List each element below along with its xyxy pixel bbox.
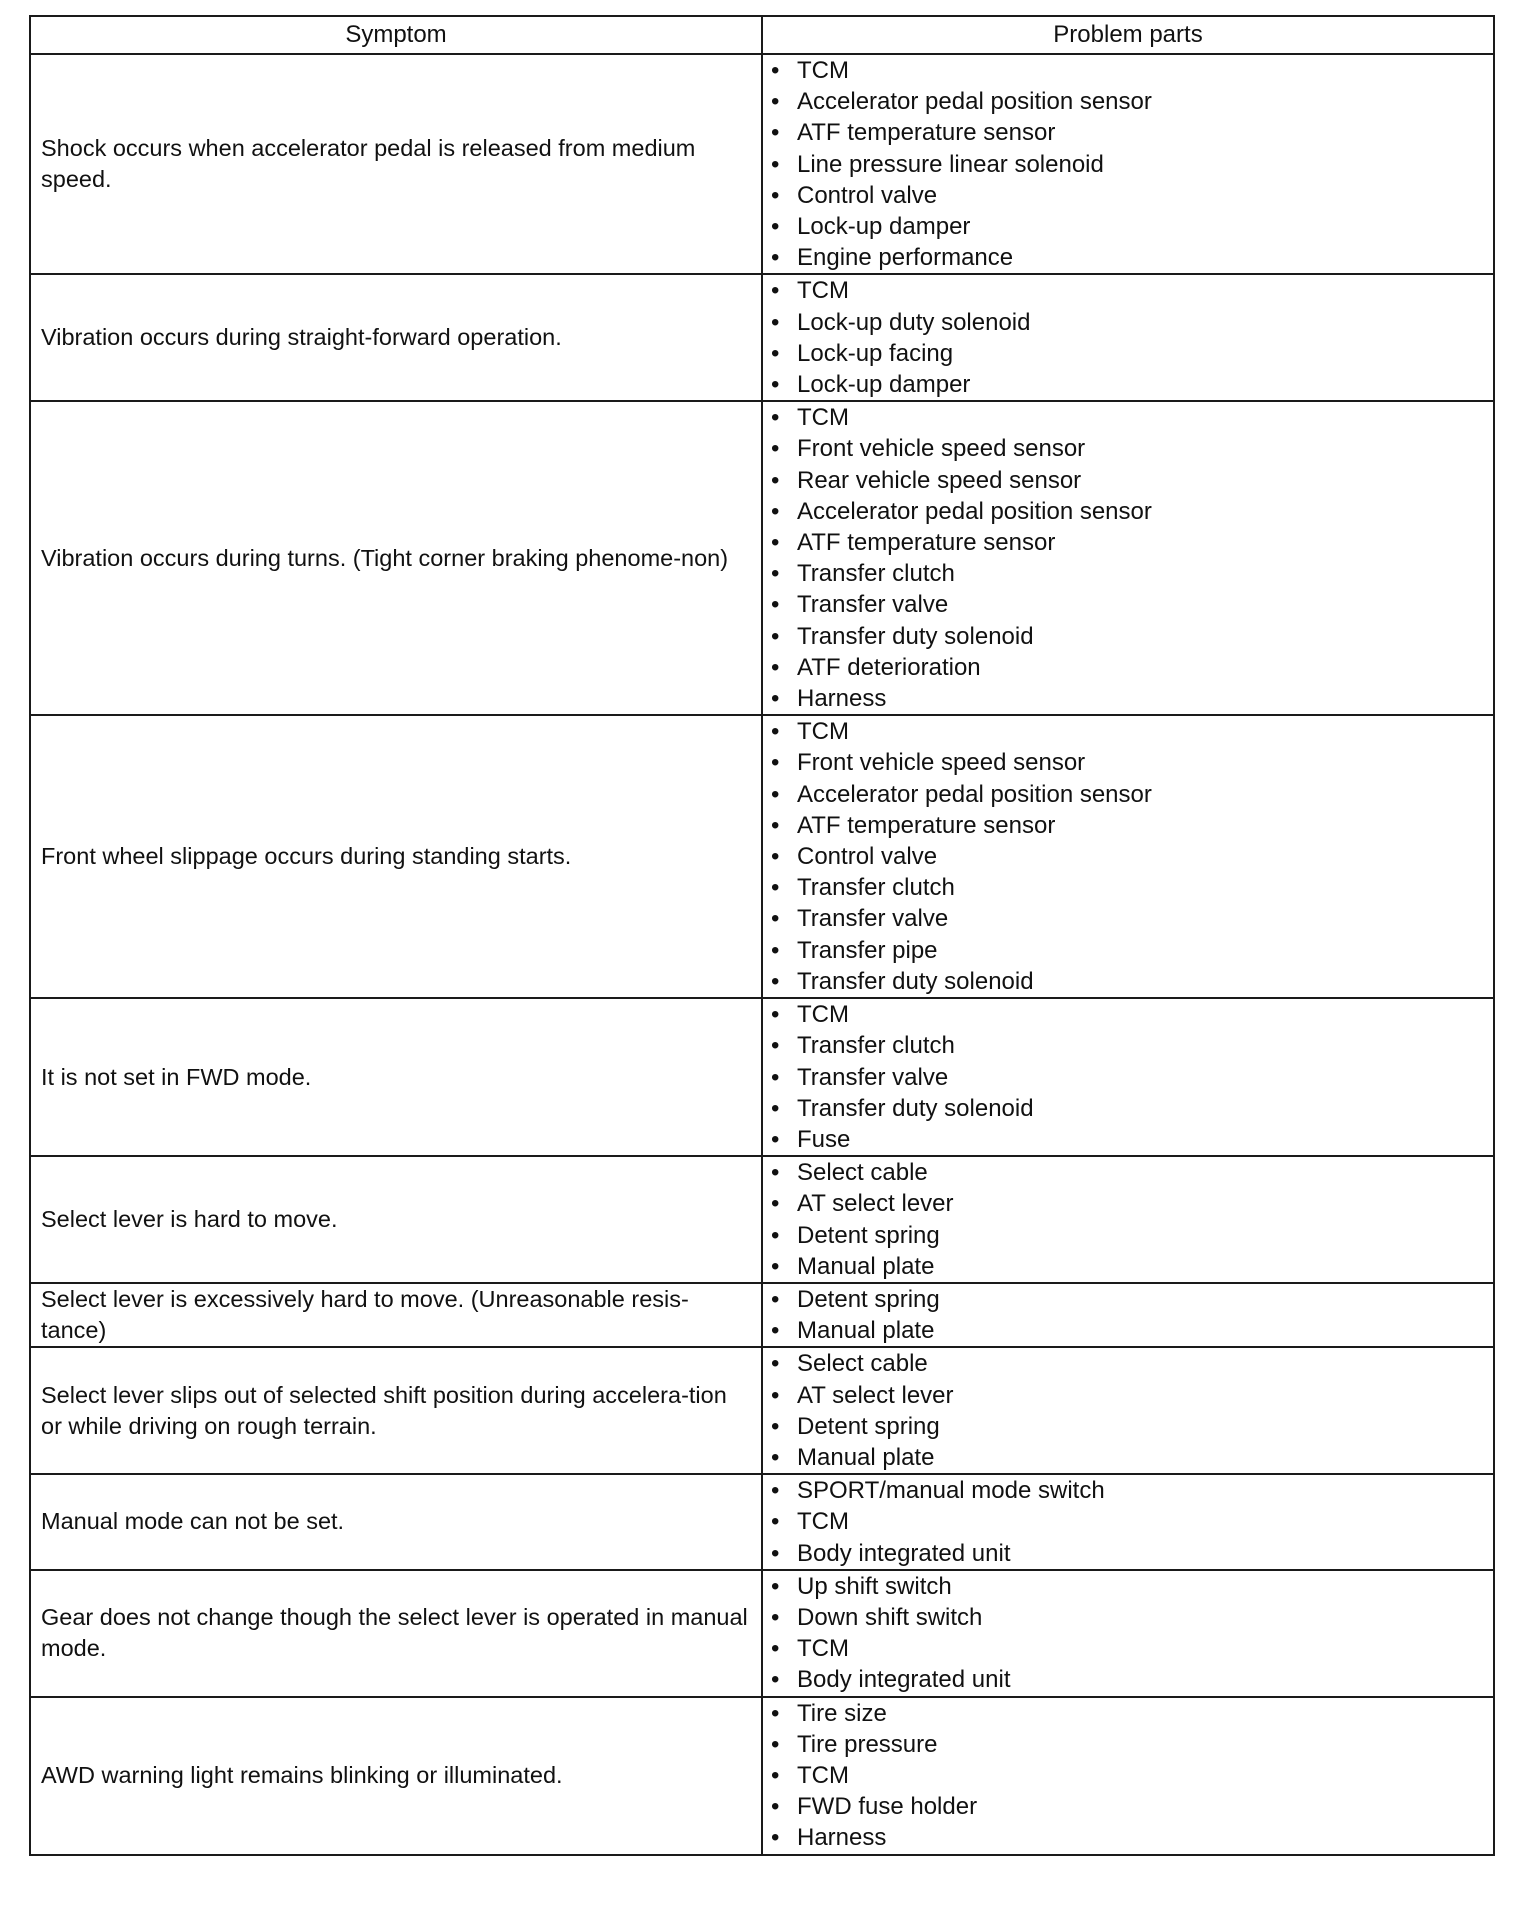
symptom-cell (30, 998, 762, 1156)
problem-part-item: • Manual plate (771, 1251, 1493, 1282)
symptom-text: AWD warning light remains blinking or illuminated. (41, 1762, 563, 1789)
problem-parts-cell (762, 1570, 1494, 1697)
problem-parts-cell (762, 54, 1494, 274)
problem-part-item: • Select cable (771, 1348, 1493, 1379)
table-row (30, 401, 1494, 715)
problem-parts-cell (762, 1697, 1494, 1855)
problem-part-item: • Harness (771, 683, 1493, 714)
symptom-cell (30, 54, 762, 274)
problem-part-item: • ATF temperature sensor (771, 117, 1493, 148)
problem-part-item: • Front vehicle speed sensor (771, 747, 1493, 778)
problem-part-item: • Transfer valve (771, 903, 1493, 934)
problem-part-item: • Lock-up damper (771, 369, 1493, 400)
problem-part-item: • Detent spring (771, 1220, 1493, 1251)
problem-parts-list (763, 999, 1493, 1155)
problem-part-item: • Fuse (771, 1124, 1493, 1155)
table-row (30, 1347, 1494, 1474)
problem-part-item: • SPORT/manual mode switch (771, 1475, 1493, 1506)
problem-part-item: • Harness (771, 1822, 1493, 1853)
problem-part-item: • TCM (771, 275, 1493, 306)
problem-part-item: • TCM (771, 716, 1493, 747)
symptom-text: Vibration occurs during straight-forward operation. (41, 324, 562, 351)
table-body (30, 54, 1494, 1855)
symptom-cell (30, 715, 762, 998)
problem-part-item: • Manual plate (771, 1442, 1493, 1473)
problem-parts-list (763, 275, 1493, 400)
table-header-row (30, 16, 1494, 54)
problem-part-item: • Line pressure linear solenoid (771, 149, 1493, 180)
header-problem-parts: Problem parts (762, 16, 1494, 54)
problem-part-item: • AT select lever (771, 1380, 1493, 1411)
problem-parts-list (763, 1698, 1493, 1854)
problem-parts-cell (762, 401, 1494, 715)
symptom-text: Vibration occurs during turns. (Tight corner braking phenome-non) (41, 544, 729, 571)
problem-part-item: • AT select lever (771, 1188, 1493, 1219)
problem-part-item: • Control valve (771, 841, 1493, 872)
symptom-text: Front wheel slippage occurs during standing starts. (41, 843, 572, 870)
table-row (30, 1283, 1494, 1347)
symptom-cell (30, 274, 762, 401)
header-symptom: Symptom (30, 16, 762, 54)
table-row (30, 1697, 1494, 1855)
problem-part-item: • Rear vehicle speed sensor (771, 465, 1493, 496)
symptom-text: Manual mode can not be set. (41, 1508, 345, 1535)
symptom-cell (30, 1156, 762, 1283)
symptom-cell (30, 1697, 762, 1855)
problem-part-item: • Transfer clutch (771, 558, 1493, 589)
problem-part-item: • Accelerator pedal position sensor (771, 496, 1493, 527)
problem-parts-list (763, 1157, 1493, 1282)
problem-parts-cell (762, 715, 1494, 998)
problem-parts-list (763, 1284, 1493, 1346)
symptom-cell (30, 1347, 762, 1474)
symptom-text: Shock occurs when accelerator pedal is released from medium speed. (41, 135, 696, 193)
symptom-problem-parts-table (29, 15, 1495, 1856)
symptom-cell (30, 1570, 762, 1697)
problem-part-item: • Transfer clutch (771, 1030, 1493, 1061)
problem-part-item: • ATF temperature sensor (771, 810, 1493, 841)
problem-part-item: • Lock-up duty solenoid (771, 307, 1493, 338)
problem-part-item: • Body integrated unit (771, 1538, 1493, 1569)
problem-part-item: • Lock-up damper (771, 211, 1493, 242)
table-row (30, 1156, 1494, 1283)
problem-part-item: • Transfer valve (771, 1062, 1493, 1093)
problem-part-item: • Accelerator pedal position sensor (771, 86, 1493, 117)
table-row (30, 998, 1494, 1156)
table-row (30, 274, 1494, 401)
problem-part-item: • TCM (771, 1760, 1493, 1791)
problem-part-item: • Transfer valve (771, 589, 1493, 620)
symptom-text: Select lever is hard to move. (41, 1206, 338, 1233)
table-row (30, 54, 1494, 274)
symptom-cell (30, 401, 762, 715)
problem-part-item: • TCM (771, 1633, 1493, 1664)
table-row (30, 715, 1494, 998)
problem-part-item: • Transfer duty solenoid (771, 966, 1493, 997)
problem-part-item: • Tire size (771, 1698, 1493, 1729)
problem-part-item: • Tire pressure (771, 1729, 1493, 1760)
problem-parts-list (763, 55, 1493, 273)
table-row (30, 1474, 1494, 1570)
problem-part-item: • FWD fuse holder (771, 1791, 1493, 1822)
problem-part-item: • ATF deterioration (771, 652, 1493, 683)
problem-part-item: • Accelerator pedal position sensor (771, 779, 1493, 810)
problem-parts-list (763, 1475, 1493, 1569)
problem-parts-cell (762, 1347, 1494, 1474)
problem-part-item: • Detent spring (771, 1284, 1493, 1315)
problem-part-item: • Engine performance (771, 242, 1493, 273)
problem-part-item: • Front vehicle speed sensor (771, 433, 1493, 464)
symptom-cell (30, 1283, 762, 1347)
problem-part-item: • Control valve (771, 180, 1493, 211)
table-row (30, 1570, 1494, 1697)
symptom-text: It is not set in FWD mode. (41, 1063, 312, 1090)
problem-part-item: • Transfer duty solenoid (771, 621, 1493, 652)
problem-part-item: • ATF temperature sensor (771, 527, 1493, 558)
problem-parts-list (763, 402, 1493, 714)
problem-parts-cell (762, 274, 1494, 401)
problem-part-item: • Transfer duty solenoid (771, 1093, 1493, 1124)
symptom-text: Gear does not change though the select lever is operated in manual mode. (41, 1604, 748, 1662)
problem-parts-cell (762, 1474, 1494, 1570)
problem-parts-cell (762, 1156, 1494, 1283)
problem-parts-list (763, 1348, 1493, 1473)
problem-part-item: • TCM (771, 55, 1493, 86)
problem-parts-list (763, 1571, 1493, 1696)
problem-part-item: • TCM (771, 1506, 1493, 1537)
problem-part-item: • TCM (771, 402, 1493, 433)
symptom-cell (30, 1474, 762, 1570)
problem-parts-cell (762, 998, 1494, 1156)
problem-part-item: • Down shift switch (771, 1602, 1493, 1633)
problem-part-item: • Lock-up facing (771, 338, 1493, 369)
problem-part-item: • TCM (771, 999, 1493, 1030)
problem-parts-cell (762, 1283, 1494, 1347)
symptom-text: Select lever slips out of selected shift position during accelera-tion or while driving on rough terrain. (41, 1381, 727, 1439)
problem-parts-list (763, 716, 1493, 997)
problem-part-item: • Up shift switch (771, 1571, 1493, 1602)
problem-part-item: • Transfer clutch (771, 872, 1493, 903)
problem-part-item: • Body integrated unit (771, 1664, 1493, 1695)
problem-part-item: • Transfer pipe (771, 935, 1493, 966)
problem-part-item: • Detent spring (771, 1411, 1493, 1442)
symptom-text: Select lever is excessively hard to move. (Unreasonable resis-tance) (41, 1286, 689, 1344)
problem-part-item: • Manual plate (771, 1315, 1493, 1346)
problem-part-item: • Select cable (771, 1157, 1493, 1188)
